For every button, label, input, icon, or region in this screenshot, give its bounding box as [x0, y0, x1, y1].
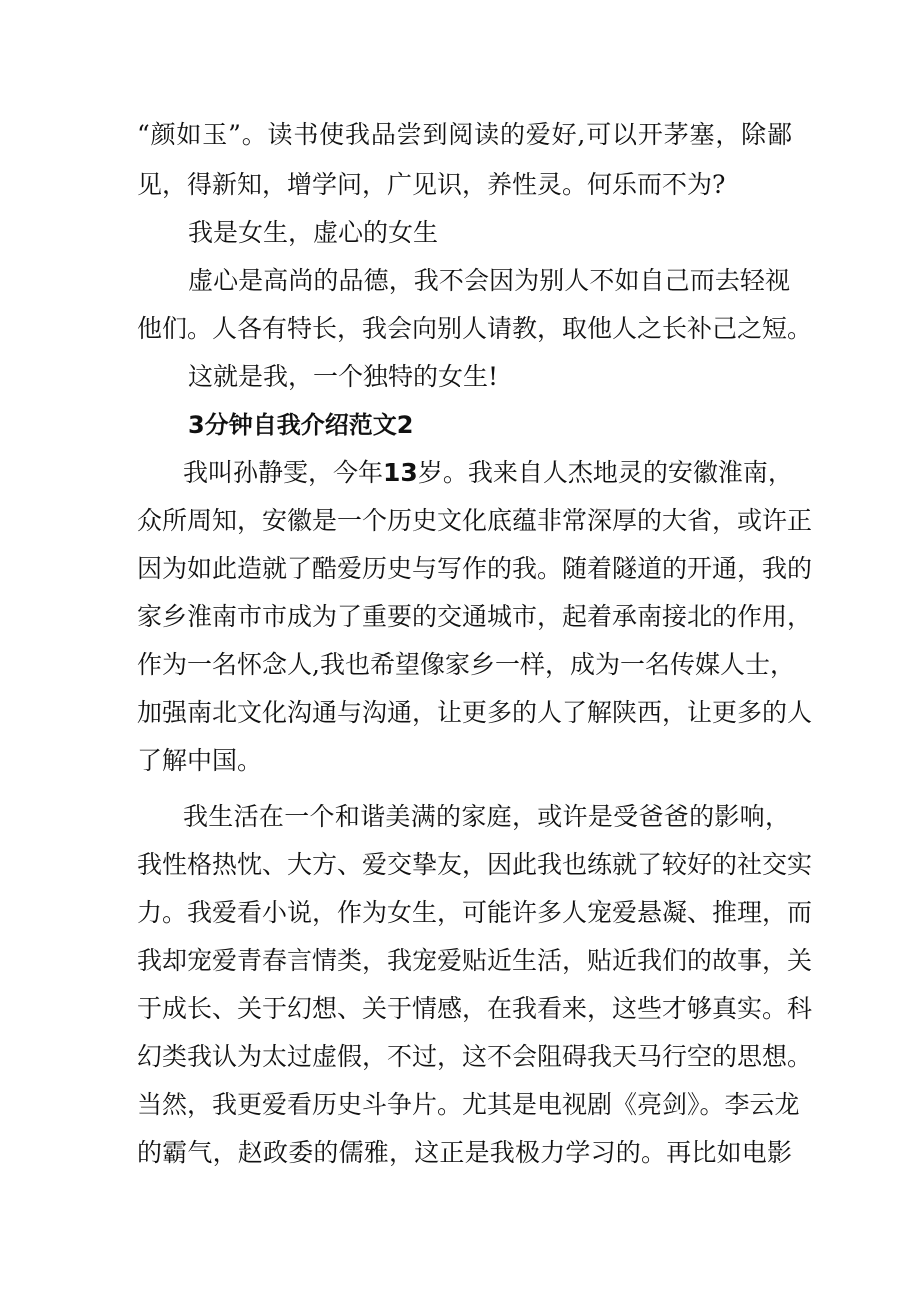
text-line: 我性格热忱、大方、爱交挚友，因此我也练就了较好的社交实 [137, 850, 813, 879]
text-line: 我是女生，虚心的女生 [188, 218, 439, 247]
text-line: 我叫孙静雯，今年13岁。我来自人杰地灵的安徽淮南， [183, 458, 793, 487]
text-line: 他们。人各有特长，我会向别人请教，取他人之长补己之短。 [137, 314, 813, 343]
text-line: 加强南北文化沟通与沟通，让更多的人了解陕西，让更多的人 [137, 698, 813, 727]
text-line: 当然，我更爱看历史斗争片。尤其是电视剧《亮剑》。李云龙 [137, 1090, 800, 1119]
text-line: 力。我爱看小说，作为女生，可能许多人宠爱悬凝、推理，而 [137, 898, 813, 927]
text-line: 幻类我认为太过虚假，不过，这不会阻碍我天马行空的思想。 [137, 1042, 813, 1071]
text-line: 家乡淮南市市成为了重要的交通城市，起着承南接北的作用， [137, 602, 813, 631]
text-line: 了解中国。 [137, 746, 263, 775]
text-line: 这就是我，一个独特的女生! [188, 362, 499, 391]
text-line: 虚心是高尚的品德，我不会因为别人不如自己而去轻视 [188, 266, 790, 295]
text-line: 我生活在一个和谐美满的家庭，或许是受爸爸的影响， [183, 802, 790, 831]
text-line: 众所周知，安徽是一个历史文化底蕴非常深厚的大省，或许正 [137, 506, 813, 535]
section-heading: 3分钟自我介绍范文2 [188, 411, 414, 439]
text-line: 于成长、关于幻想、关于情感，在我看来，这些才够真实。科 [137, 994, 813, 1023]
text-line: 因为如此造就了酷爱历史与写作的我。随着隧道的开通，我的 [137, 554, 813, 583]
text-line: 见，得新知，增学问，广见识，养性灵。何乐而不为? [137, 170, 726, 199]
text-line: 作为一名怀念人,我也希望像家乡一样，成为一名传媒人士， [137, 650, 795, 679]
text-line: 的霸气，赵政委的儒雅，这正是我极力学习的。再比如电影 [137, 1138, 792, 1167]
text-line: “颜如玉”。读书使我品尝到阅读的爱好,可以开茅塞，除鄙 [137, 120, 792, 149]
text-line: 我却宠爱青春言情类，我宠爱贴近生活，贴近我们的故事，关 [137, 946, 813, 975]
